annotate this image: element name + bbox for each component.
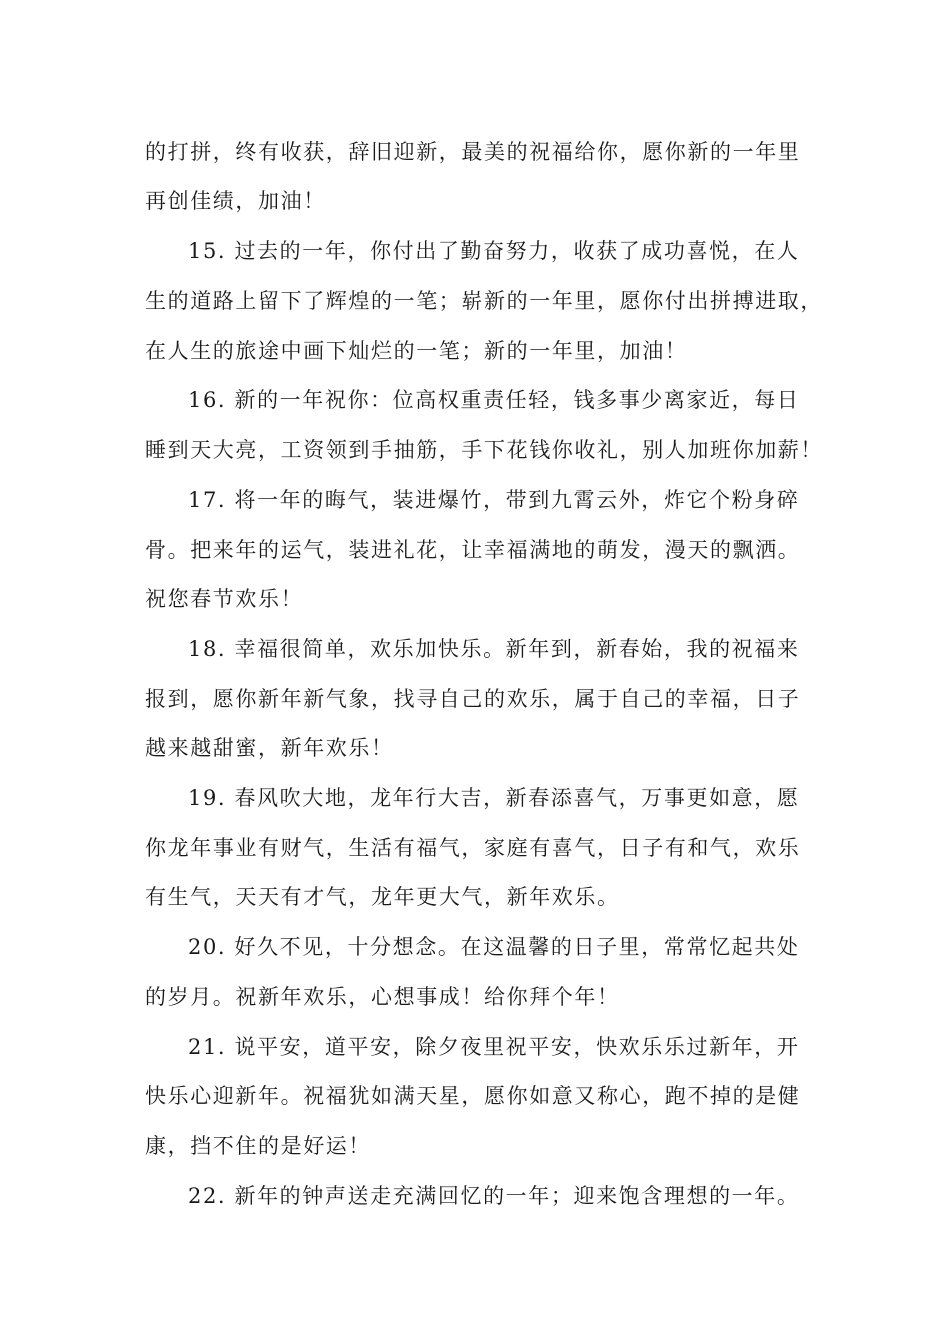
text-line: 报到，愿你新年新气象，找寻自己的欢乐，属于自己的幸福，日子: [145, 687, 801, 711]
text-line: 你龙年事业有财气，生活有福气，家庭有喜气，日子有和气，欢乐: [145, 836, 801, 860]
text-line: 生的道路上留下了辉煌的一笔；崭新的一年里，愿你付出拼搏进取，: [145, 289, 823, 313]
text-line: 的打拼，终有收获，辞旧迎新，最美的祝福给你，愿你新的一年里: [145, 140, 801, 164]
paragraph-19-start: 19. 春风吹大地，龙年行大吉，新春添喜气，万事更如意，愿: [188, 786, 800, 810]
text-line: 的岁月。祝新年欢乐，心想事成！给你拜个年！: [145, 985, 620, 1009]
text-line: 康，挡不住的是好运！: [145, 1134, 371, 1158]
paragraph-22-start: 22. 新年的钟声送走充满回忆的一年；迎来饱含理想的一年。: [188, 1184, 800, 1208]
text-line: 睡到天大亮，工资领到手抽筋，手下花钱你收礼，别人加班你加薪！: [145, 438, 823, 462]
text-line: 越来越甜蜜，新年欢乐！: [145, 736, 394, 760]
paragraph-16-start: 16. 新的一年祝你：位高权重责任轻，钱多事少离家近，每日: [188, 388, 800, 412]
paragraph-15-start: 15. 过去的一年，你付出了勤奋努力，收获了成功喜悦，在人: [188, 239, 800, 263]
paragraph-17-start: 17. 将一年的晦气，装进爆竹，带到九霄云外，炸它个粉身碎: [188, 488, 800, 512]
text-line: 有生气，天天有才气，龙年更大气，新年欢乐。: [145, 885, 620, 909]
paragraph-18-start: 18. 幸福很简单，欢乐加快乐。新年到，新春始，我的祝福来: [188, 637, 800, 661]
text-line: 骨。把来年的运气，装进礼花，让幸福满地的萌发，漫天的飘洒。: [145, 538, 801, 562]
text-line: 在人生的旅途中画下灿烂的一笔；新的一年里，加油！: [145, 339, 688, 363]
text-line: 祝您春节欢乐！: [145, 587, 304, 611]
paragraph-20-start: 20. 好久不见，十分想念。在这温馨的日子里，常常忆起共处: [188, 935, 800, 959]
paragraph-21-start: 21. 说平安，道平安，除夕夜里祝平安，快欢乐乐过新年，开: [188, 1035, 800, 1059]
text-line: 快乐心迎新年。祝福犹如满天星，愿你如意又称心，跑不掉的是健: [145, 1084, 801, 1108]
text-line: 再创佳绩，加油！: [145, 189, 326, 213]
